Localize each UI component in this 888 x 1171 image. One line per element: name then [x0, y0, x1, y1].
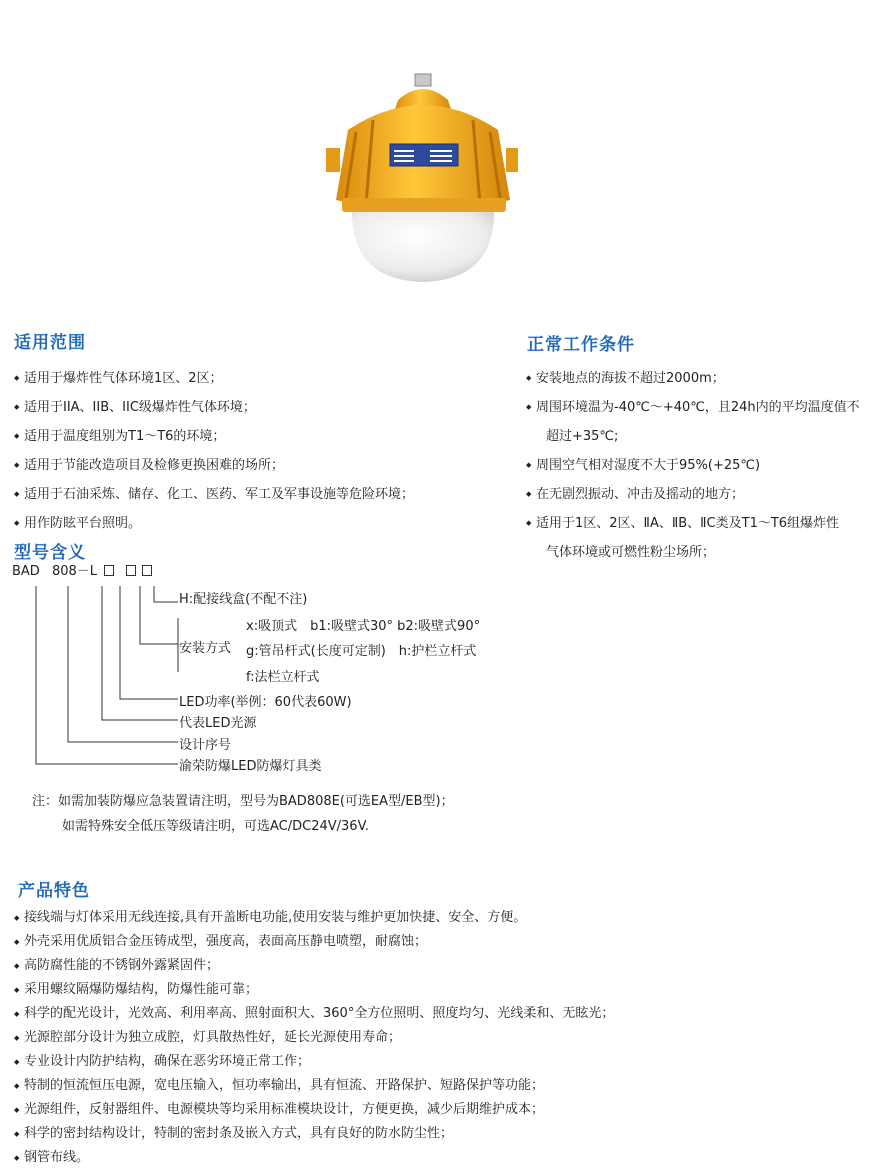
list-item-continuation: 气体环境或可燃性粉尘场所；: [546, 545, 716, 560]
list-item: ◆ 周围空气相对湿度不大于95%(+25℃): [526, 451, 860, 480]
features-title: 产品特色: [18, 881, 90, 901]
label-led-power: LED功率(举例：60代表60W): [179, 695, 352, 710]
list-item: ◆ 光源腔部分设计为独立成腔，灯具散热性好，延长光源使用寿命；: [14, 1026, 614, 1050]
list-item: ◆ 科学的配光设计，光效高、利用率高、照射面积大、360°全方位照明、照度均匀、光线柔和、无眩光；: [14, 1002, 614, 1026]
conditions-list: [526, 364, 860, 567]
model-note-2: 如需特殊安全低压等级请注明，可选AC/DC24V/36V.: [62, 819, 369, 834]
list-item: ◆ 在无剧烈振动、冲击及摇动的地方；: [526, 480, 860, 509]
scope-list: [14, 364, 414, 538]
model-title: 型号含义: [14, 543, 86, 563]
list-item: ◆ 适用于爆炸性气体环境1区、2区；: [14, 364, 414, 393]
list-item: ◆ 适用于IIA、IIB、IIC级爆炸性气体环境；: [14, 393, 414, 422]
list-item: ◆ 特制的恒流恒压电源，宽电压输入，恒功率输出，具有恒流、开路保护、短路保护等功能；: [14, 1074, 614, 1098]
label-junction-box: H:配接线盒(不配不注): [179, 592, 308, 607]
list-item: ◆ 安装地点的海拔不超过2000m；: [526, 364, 860, 393]
conditions-title: 正常工作条件: [527, 335, 635, 355]
label-install-method: 安装方式: [179, 641, 232, 656]
list-item: ◆ 外壳采用优质铝合金压铸成型，强度高，表面高压静电喷塑，耐腐蚀；: [14, 930, 614, 954]
model-note-1: 注：如需加装防爆应急装置请注明，型号为BAD808E(可选EA型/EB型)；: [32, 794, 454, 809]
model-diagram: [12, 560, 532, 780]
model-code-series: 808－L: [51, 564, 98, 579]
list-item: ◆ 用作防眩平台照明。: [14, 509, 414, 538]
label-led-source: 代表LED光源: [179, 716, 257, 731]
list-item: ◆ 专业设计内防护结构，确保在恶劣环境正常工作；: [14, 1050, 614, 1074]
list-item: ◆ 采用螺纹隔爆防爆结构，防爆性能可靠；: [14, 978, 614, 1002]
list-item: ◆ 钢管布线。: [14, 1146, 614, 1170]
scope-title: 适用范围: [14, 333, 86, 353]
list-item: ◆ 适用于温度组别为T1～T6的环境；: [14, 422, 414, 451]
list-item: ◆ 科学的密封结构设计，特制的密封条及嵌入方式，具有良好的防水防尘性；: [14, 1122, 614, 1146]
features-list: [14, 906, 614, 1170]
list-item: ◆ 适用于1区、2区、ⅡA、ⅡB、ⅡC类及T1～T6组爆炸性: [526, 509, 860, 538]
product-image: [318, 70, 528, 290]
label-design-series: 设计序号: [179, 738, 232, 753]
explosion-proof-led-lamp-icon: [318, 70, 528, 290]
install-option-3: f:法栏立杆式: [246, 670, 320, 685]
list-item: ◆ 接线端与灯体采用无线连接,具有开盖断电功能,使用安装与维护更加快捷、安全、方便。: [14, 906, 614, 930]
install-option-1: x:吸顶式 b1:吸壁式30° b2:吸壁式90°: [246, 619, 481, 634]
label-brand-category: 渝荣防爆LED防爆灯具类: [179, 759, 322, 774]
list-item: ◆ 适用于石油采炼、储存、化工、医药、军工及军事设施等危险环境；: [14, 480, 414, 509]
list-item: ◆ 高防腐性能的不锈钢外露紧固件；: [14, 954, 614, 978]
list-item: ◆ 光源组件，反射器组件、电源模块等均采用标准模块设计，方便更换，减少后期维护成本；: [14, 1098, 614, 1122]
list-item: ◆ 周围环境温为-40℃～+40℃，且24h内的平均温度值不: [526, 393, 860, 422]
install-option-2: g:管吊杆式(长度可定制) h:护栏立杆式: [246, 644, 477, 659]
list-item: ◆ 适用于节能改造项目及检修更换困难的场所；: [14, 451, 414, 480]
model-code-prefix: BAD: [12, 564, 40, 579]
list-item-continuation: 超过+35℃;: [546, 429, 619, 444]
